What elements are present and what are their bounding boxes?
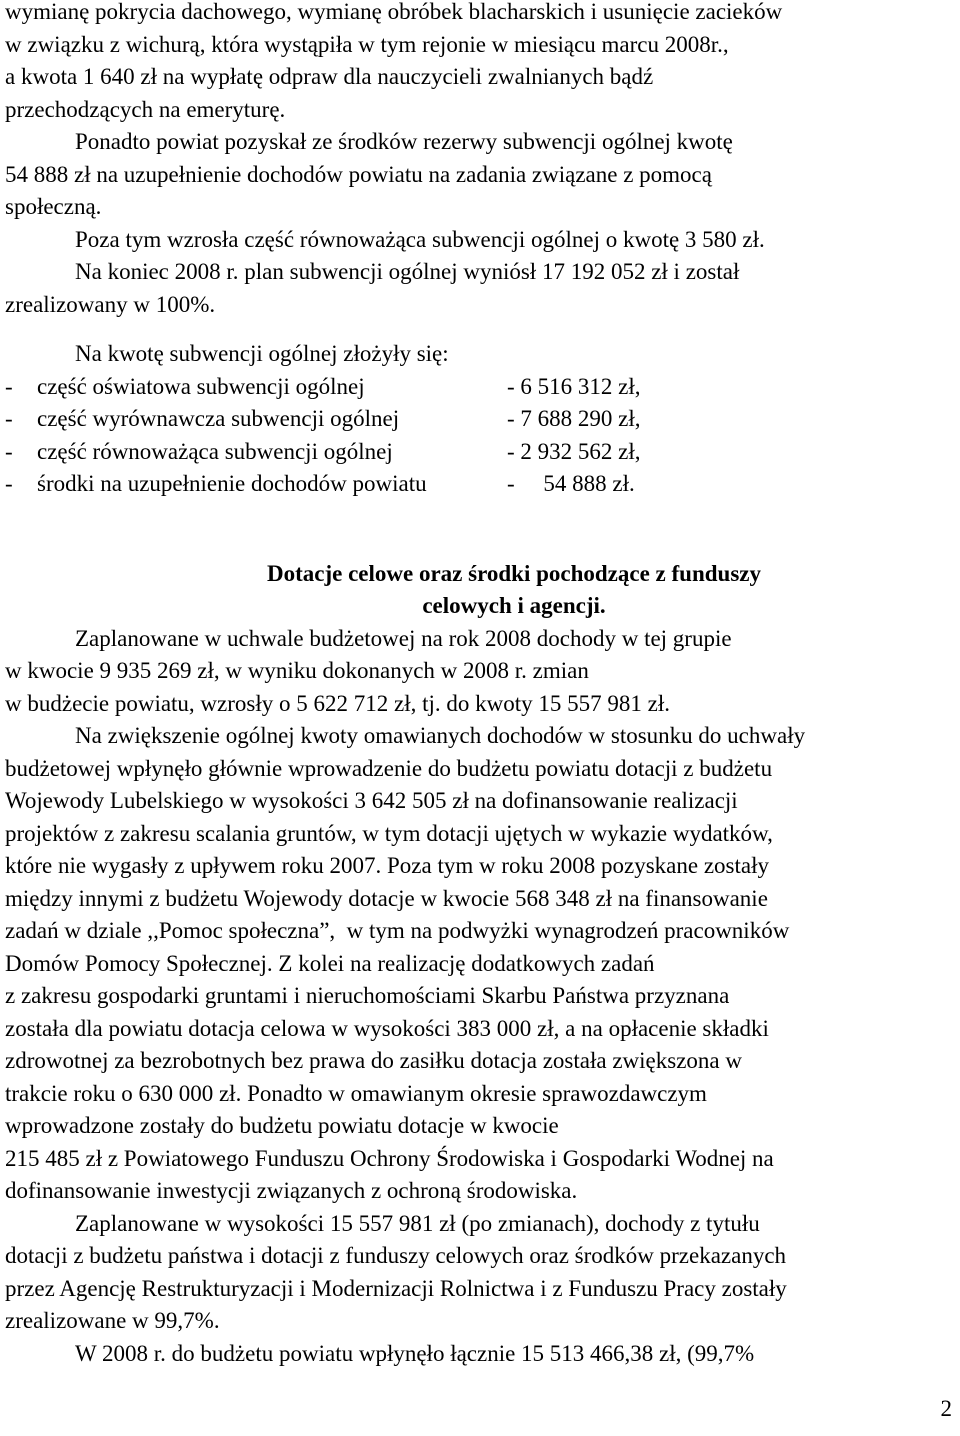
text-line: dotacji z budżetu państwa i dotacji z funduszy celowych oraz środków przekazanych	[5, 1243, 787, 1268]
text-line: 54 888 zł na uzupełnienie dochodów powiatu na zadania związane z pomocą	[5, 161, 712, 187]
text-line: a kwota 1 640 zł na wypłatę odpraw dla nauczycieli zwalnianych bądź	[5, 64, 654, 89]
list-amount: - 6 516 312 zł,	[507, 373, 641, 399]
text-line: wprowadzone zostały do budżetu powiatu dotacje w kwocie	[5, 1113, 559, 1138]
list-dash: -	[5, 406, 13, 431]
list-dash: -	[5, 471, 13, 496]
text-line: zrealizowany w 100%.	[5, 291, 216, 317]
list-amount: - 7 688 290 zł,	[507, 406, 641, 431]
list-intro: Na kwotę subwencji ogólnej złożyły się:	[75, 341, 449, 366]
text-line: trakcie roku o 630 000 zł. Ponadto w omawianym okresie sprawozdawczym	[5, 1080, 707, 1106]
heading-line: celowych i agencji.	[422, 593, 606, 618]
text-line: 215 485 zł z Powiatowego Funduszu Ochrony Środowiska i Gospodarki Wodnej na	[5, 1145, 774, 1171]
paragraph-increase-details	[5, 720, 953, 1208]
text-line: zrealizowane w 99,7%.	[5, 1308, 220, 1333]
paragraph-planned-income	[5, 623, 953, 721]
subsidy-breakdown-list	[5, 338, 953, 501]
text-line: przechodzących na emeryturę.	[5, 96, 286, 122]
paragraph-year-end-plan	[5, 256, 953, 321]
text-line: Ponadto powiat pozyskał ze środków rezerwy subwencji ogólnej kwotę	[75, 129, 733, 154]
list-item	[5, 436, 953, 469]
text-line: w związku z wichurą, która wystąpiła w tym rejonie w miesiącu marcu 2008r.,	[5, 31, 729, 57]
list-label: część oświatowa subwencji ogólnej	[37, 373, 365, 399]
text-line: Zaplanowane w wysokości 15 557 981 zł (po zmianach), dochody z tytułu	[75, 1210, 760, 1236]
text-line: społeczną.	[5, 194, 102, 219]
text-line: Na zwiększenie ogólnej kwoty omawianych dochodów w stosunku do uchwały	[75, 723, 806, 748]
list-label: część wyrównawcza subwencji ogólnej	[37, 406, 400, 431]
list-dash: -	[5, 373, 13, 399]
text-line: między innymi z budżetu Wojewody dotacje w kwocie 568 348 zł na finansowanie	[5, 885, 768, 911]
list-label: część równoważąca subwencji ogólnej	[37, 438, 393, 464]
text-line: wymianę pokrycia dachowego, wymianę obróbek blacharskich i usunięcie zacieków	[5, 0, 783, 24]
list-label: środki na uzupełnienie dochodów powiatu	[37, 471, 427, 496]
text-line: Poza tym wzrosła część równoważąca subwencji ogólnej o kwotę 3 580 zł.	[75, 226, 765, 252]
spacer	[5, 501, 953, 558]
heading-line: Dotacje celowe oraz środki pochodzące z funduszy	[266, 560, 761, 586]
spacer	[5, 321, 953, 338]
paragraph-roof-repair	[5, 0, 953, 126]
list-dash: -	[5, 438, 13, 464]
text-line: które nie wygasły z upływem roku 2007. Poza tym w roku 2008 pozyskane zostały	[5, 853, 769, 878]
text-line: została dla powiatu dotacja celowa w wysokości 383 000 zł, a na opłacenie składki	[5, 1015, 769, 1041]
paragraph-balancing-part	[5, 224, 953, 257]
paragraph-realization	[5, 1208, 953, 1338]
text-line: Wojewody Lubelskiego w wysokości 3 642 505 zł na dofinansowanie realizacji	[5, 788, 738, 813]
text-line: Zaplanowane w uchwale budżetowej na rok 2008 dochody w tej grupie	[75, 625, 732, 651]
text-line: zadań w dziale ,,Pomoc społeczna”, w tym na podwyżki wynagrodzeń pracowników	[5, 918, 790, 943]
paragraph-reserve-subsidy	[5, 126, 953, 224]
text-line: zdrowotnej za bezrobotnych bez prawa do zasiłku dotacja została zwiększona w	[5, 1048, 742, 1073]
paragraph-total-income	[5, 1338, 953, 1371]
list-item	[5, 468, 953, 501]
text-line: Domów Pomocy Społecznej. Z kolei na realizację dodatkowych zadań	[5, 950, 655, 976]
list-amount: - 54 888 zł.	[507, 471, 635, 496]
text-line: z zakresu gospodarki gruntami i nieruchomościami Skarbu Państwa przyznana	[5, 983, 730, 1008]
text-line: w kwocie 9 935 269 zł, w wyniku dokonanych w 2008 r. zmian	[5, 658, 589, 683]
text-line: budżetowej wpłynęło głównie wprowadzenie do budżetu powiatu dotacji z budżetu	[5, 755, 773, 781]
text-line: dofinansowanie inwestycji związanych z ochroną środowiska.	[5, 1178, 578, 1203]
list-item	[5, 403, 953, 436]
text-line: Na koniec 2008 r. plan subwencji ogólnej wyniósł 17 192 052 zł i został	[75, 259, 740, 284]
text-line: W 2008 r. do budżetu powiatu wpłynęło łącznie 15 513 466,38 zł, (99,7%	[75, 1340, 755, 1366]
list-item	[5, 371, 953, 404]
page-number: 2	[940, 1396, 952, 1421]
text-line: projektów z zakresu scalania gruntów, w tym dotacji ujętych w wykazie wydatków,	[5, 820, 773, 846]
text-line: w budżecie powiatu, wzrosły o 5 622 712 zł, tj. do kwoty 15 557 981 zł.	[5, 690, 670, 716]
section-heading	[5, 558, 953, 623]
text-line: przez Agencję Restrukturyzacji i Modernizacji Rolnictwa i z Funduszu Pracy zostały	[5, 1275, 787, 1301]
document-page	[5, 0, 953, 1370]
list-amount: - 2 932 562 zł,	[507, 438, 641, 464]
